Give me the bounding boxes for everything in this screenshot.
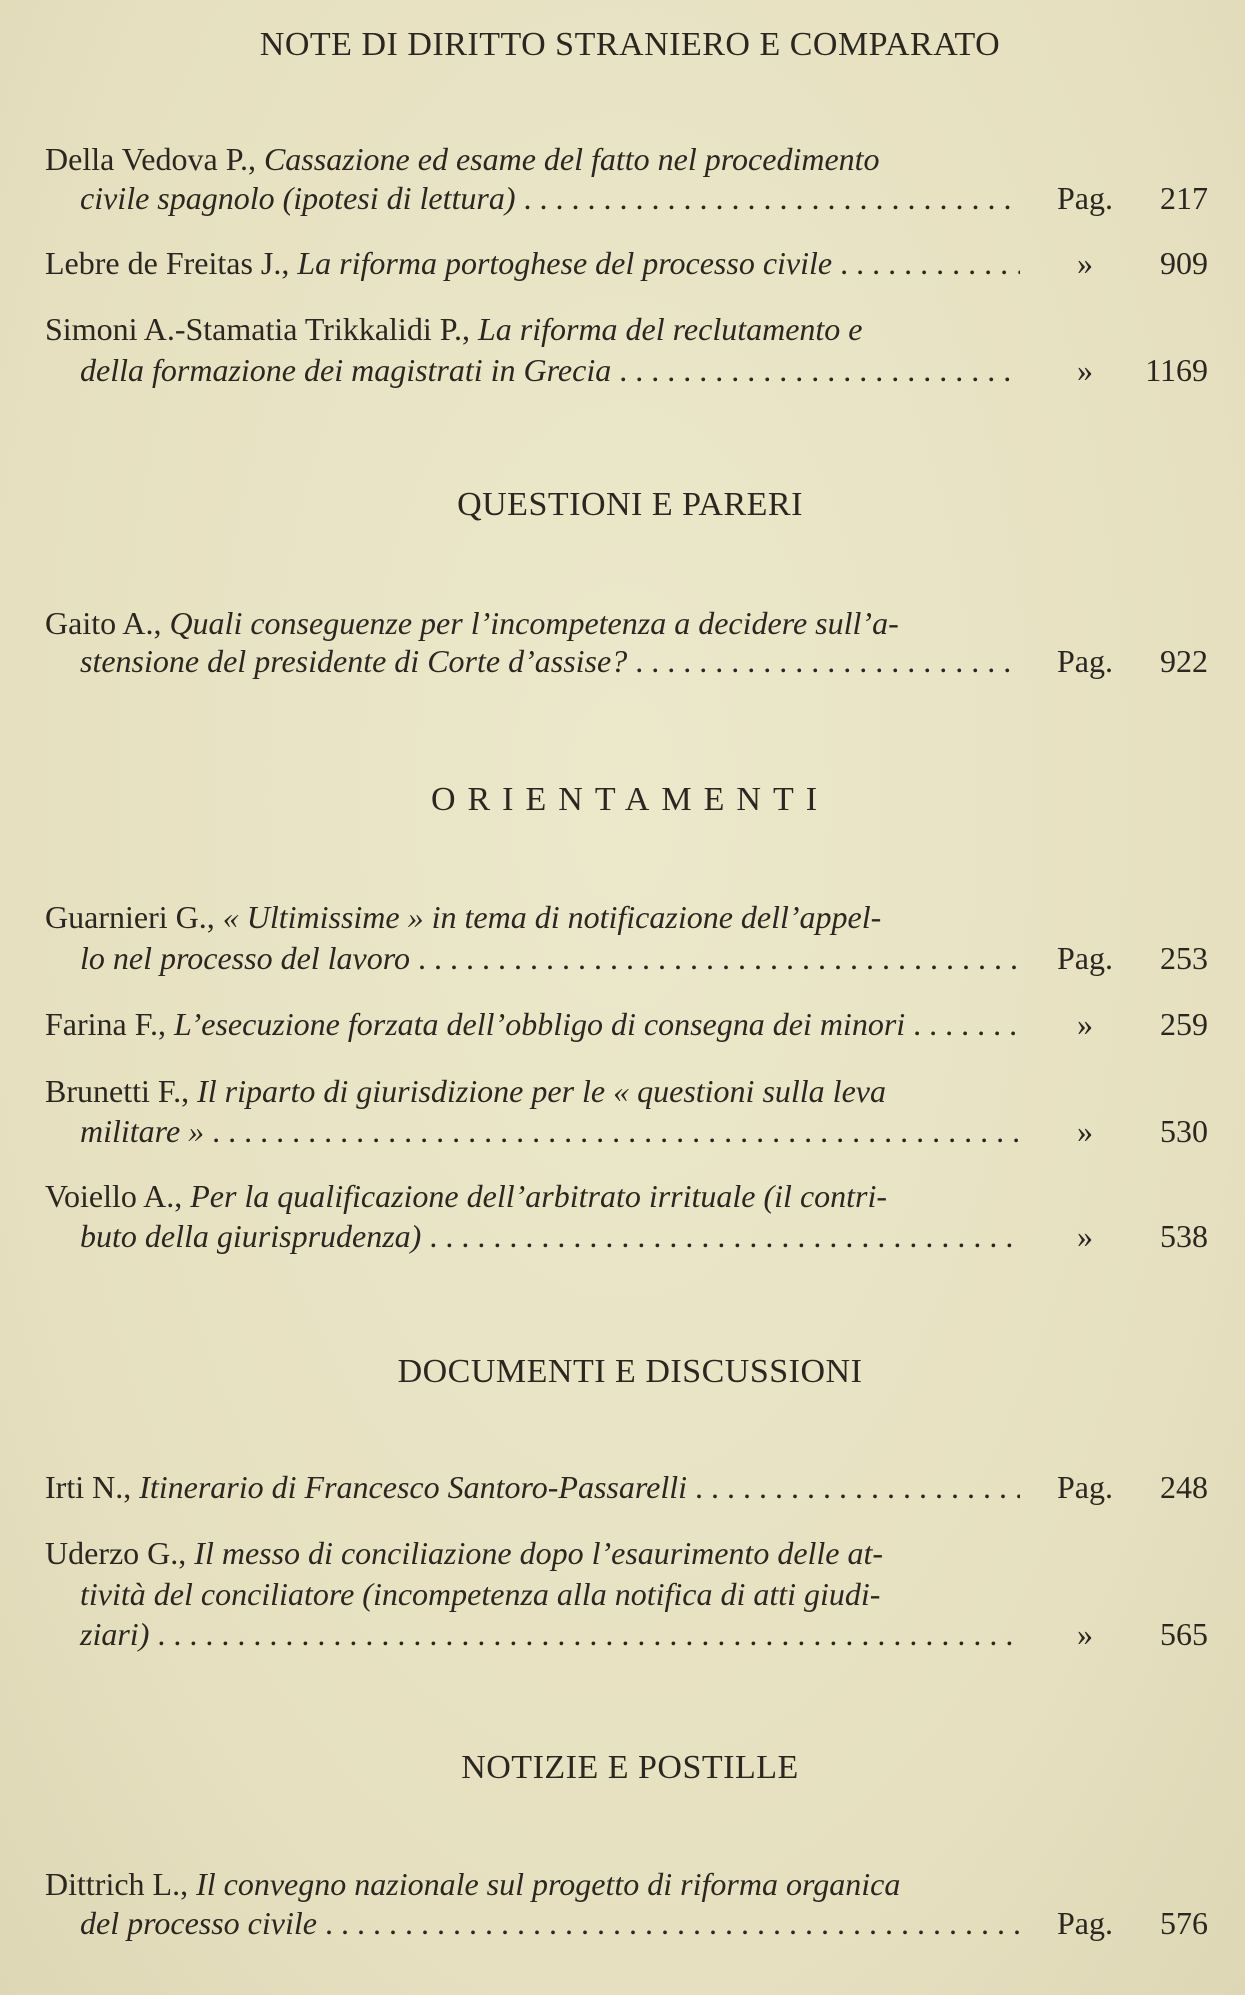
dot-leader <box>317 1903 1020 1943</box>
entry-title: La riforma del reclutamento e <box>477 311 863 347</box>
entry-title: del processo civile <box>80 1905 317 1941</box>
entry-title: « Ultimissime » in tema di notificazione dell’appel- <box>222 899 882 935</box>
entry-title: buto della giurisprudenza) <box>80 1218 422 1254</box>
page-number: 538 <box>1160 1218 1208 1254</box>
entry-title: Itinerario di Francesco Santoro-Passarelli <box>139 1469 687 1505</box>
page-number: 922 <box>1160 643 1208 679</box>
toc-entry-line <box>45 1071 1020 1111</box>
toc-entry-line <box>45 139 1020 179</box>
entry-title: La riforma portoghese del processo civile <box>297 245 833 281</box>
entry-author: Uderzo G., <box>45 1535 187 1571</box>
section-heading: ORIENTAMENTI <box>430 781 830 818</box>
page-number: 248 <box>1160 1469 1208 1505</box>
toc-entry-line <box>45 1176 1020 1216</box>
entry-title: ziari) <box>80 1616 150 1652</box>
dot-leader <box>410 938 1020 978</box>
section-heading: DOCUMENTI E DISCUSSIONI <box>397 1353 863 1390</box>
toc-entry-line <box>80 938 1020 978</box>
entry-author: Gaito A., <box>45 605 162 641</box>
page-prefix: Pag. <box>1057 180 1113 216</box>
toc-entry-line <box>45 1533 1020 1573</box>
page-prefix: Pag. <box>1057 1905 1113 1941</box>
toc-entry-line <box>80 641 1020 681</box>
dot-leader <box>627 641 1020 681</box>
dot-leader <box>687 1467 1020 1507</box>
entry-title: militare » <box>80 1113 205 1149</box>
section-heading: QUESTIONI E PARERI <box>457 486 803 523</box>
page-prefix: Pag. <box>1057 643 1113 679</box>
page-prefix: » <box>1077 1006 1093 1042</box>
page-prefix: » <box>1077 1113 1093 1149</box>
page-prefix: Pag. <box>1057 940 1113 976</box>
toc-entry-line <box>80 178 1020 218</box>
page-prefix: » <box>1077 352 1093 388</box>
entry-title: Il messo di conciliazione dopo l’esaurimento delle at- <box>194 1535 884 1571</box>
dot-leader <box>611 350 1020 390</box>
page-number: 1169 <box>1145 352 1208 388</box>
dot-leader <box>515 178 1020 218</box>
page-number: 530 <box>1160 1113 1208 1149</box>
entry-title: tività del conciliatore (incompetenza alla notifica di atti giudi- <box>80 1576 881 1612</box>
toc-entry-line <box>45 1864 1020 1904</box>
entry-author: Voiello A., <box>45 1178 183 1214</box>
entry-title: Il convegno nazionale sul progetto di riforma organica <box>196 1866 901 1902</box>
section-heading: NOTIZIE E POSTILLE <box>461 1749 799 1786</box>
entry-title: Quali conseguenze per l’incompetenza a decidere sull’a- <box>169 605 899 641</box>
page-number: 565 <box>1160 1616 1208 1652</box>
entry-author: Simoni A.-Stamatia Trikkalidi P., <box>45 311 470 347</box>
entry-title: della formazione dei magistrati in Grecia <box>80 352 612 388</box>
page-number: 253 <box>1160 940 1208 976</box>
entry-author: Guarnieri G., <box>45 899 215 935</box>
entry-title: lo nel processo del lavoro <box>80 940 411 976</box>
entry-author: Farina F., <box>45 1006 166 1042</box>
page-prefix: » <box>1077 1218 1093 1254</box>
toc-entry-line <box>80 1574 1020 1614</box>
dot-leader <box>905 1004 1020 1044</box>
entry-author: Lebre de Freitas J., <box>45 245 290 281</box>
toc-entry-line <box>80 1614 1020 1654</box>
entry-title: Il riparto di giurisdizione per le « questioni sulla leva <box>197 1073 886 1109</box>
dot-leader <box>421 1216 1020 1256</box>
page-number: 576 <box>1160 1905 1208 1941</box>
page-prefix: Pag. <box>1057 1469 1113 1505</box>
toc-entry-line <box>80 1111 1020 1151</box>
entry-title: Per la qualificazione dell’arbitrato irrituale (il contri- <box>190 1178 888 1214</box>
page-number: 259 <box>1160 1006 1208 1042</box>
entry-title: Cassazione ed esame del fatto nel procedimento <box>263 141 880 177</box>
entry-author: Dittrich L., <box>45 1866 189 1902</box>
toc-entry-line <box>45 243 1020 283</box>
section-heading: NOTE DI DIRITTO STRANIERO E COMPARATO <box>259 26 1001 63</box>
dot-leader <box>149 1614 1020 1654</box>
page-prefix: » <box>1077 245 1093 281</box>
entry-author: Brunetti F., <box>45 1073 190 1109</box>
toc-entry-line <box>45 1004 1020 1044</box>
toc-entry-line <box>45 1467 1020 1507</box>
entry-title: L’esecuzione forzata dell’obbligo di consegna dei minori <box>173 1006 906 1042</box>
entry-title: civile spagnolo (ipotesi di lettura) <box>80 180 516 216</box>
toc-entry-line <box>45 309 1020 349</box>
page-number: 217 <box>1160 180 1208 216</box>
entry-author: Irti N., <box>45 1469 132 1505</box>
dot-leader <box>832 243 1020 283</box>
toc-entry-line <box>45 897 1020 937</box>
entry-author: Della Vedova P., <box>45 141 256 177</box>
dot-leader <box>204 1111 1020 1151</box>
page-number: 909 <box>1160 245 1208 281</box>
toc-entry-line <box>80 1903 1020 1943</box>
toc-entry-line <box>45 603 1020 643</box>
page-prefix: » <box>1077 1616 1093 1652</box>
entry-title: stensione del presidente di Corte d’assise? <box>80 643 628 679</box>
toc-entry-line <box>80 350 1020 390</box>
toc-entry-line <box>80 1216 1020 1256</box>
